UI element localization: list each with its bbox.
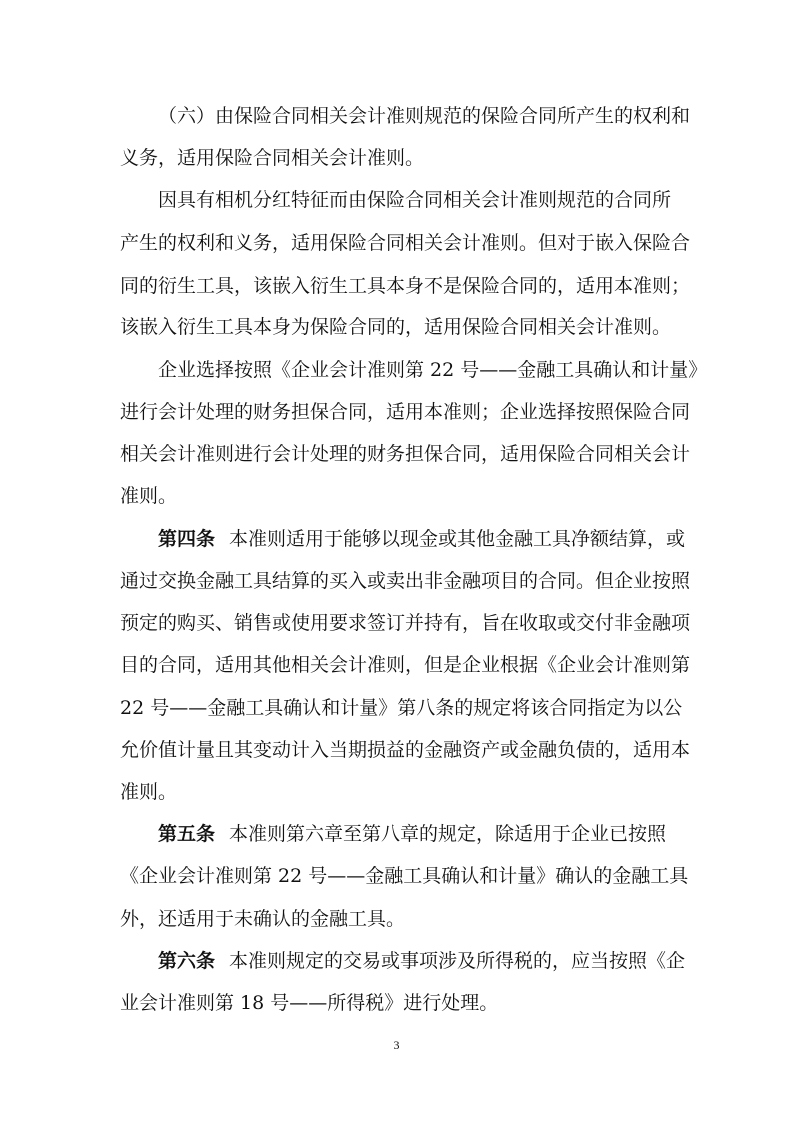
text-line: 预定的购买、销售或使用要求签订并持有，旨在收取或交付非金融项 — [120, 612, 691, 634]
text-line: 同的衍生工具，该嵌入衍生工具本身不是保险合同的，适用本准则； — [120, 275, 691, 297]
article-6-line: 第六条 本准则规定的交易或事项涉及所得税的，应当按照《企 — [158, 950, 686, 972]
text-line: 通过交换金融工具结算的买入或卖出非金融项目的合同。但企业按照 — [120, 570, 691, 592]
article-heading: 第五条 — [158, 823, 216, 845]
text-line: 该嵌入衍生工具本身为保险合同的，适用保险合同相关会计准则。 — [120, 316, 672, 338]
text-line: 因具有相机分红特征而由保险合同相关会计准则规范的合同所 — [158, 189, 672, 211]
text-line: （六）由保险合同相关会计准则规范的保险合同所产生的权利和 — [158, 105, 691, 127]
text-line: 业会计准则第 18 号——所得税》进行处理。 — [120, 992, 499, 1014]
text-line: 《企业会计准则第 22 号——金融工具确认和计量》确认的金融工具 — [120, 865, 689, 887]
article-5-line: 第五条 本准则第六章至第八章的规定，除适用于企业已按照 — [158, 823, 667, 845]
text-line: 允价值计量且其变动计入当期损益的金融资产或金融负债的，适用本 — [120, 739, 691, 761]
article-heading: 第六条 — [158, 950, 216, 972]
text-line: 外，还适用于未确认的金融工具。 — [120, 908, 406, 930]
text-line: 22 号——金融工具确认和计量》第八条的规定将该合同指定为以公 — [120, 697, 683, 719]
article-heading: 第四条 — [158, 528, 216, 550]
text-line: 相关会计准则进行会计处理的财务担保合同，适用保险合同相关会计 — [120, 443, 691, 465]
text-line: 准则。 — [120, 781, 178, 803]
text-line: 目的合同，适用其他相关会计准则，但是企业根据《企业会计准则第 — [120, 654, 691, 676]
page-number: 3 — [393, 1038, 400, 1052]
article-4-line: 第四条 本准则适用于能够以现金或其他金融工具净额结算，或 — [158, 528, 686, 550]
text-line: 准则。 — [120, 485, 178, 507]
text-line: 义务，适用保险合同相关会计准则。 — [120, 147, 425, 169]
text-line: 企业选择按照《企业会计准则第 22 号——金融工具确认和计量》 — [158, 359, 708, 381]
text-line: 产生的权利和义务，适用保险合同相关会计准则。但对于嵌入保险合 — [120, 232, 691, 254]
text-line: 进行会计处理的财务担保合同，适用本准则；企业选择按照保险合同 — [120, 401, 691, 423]
